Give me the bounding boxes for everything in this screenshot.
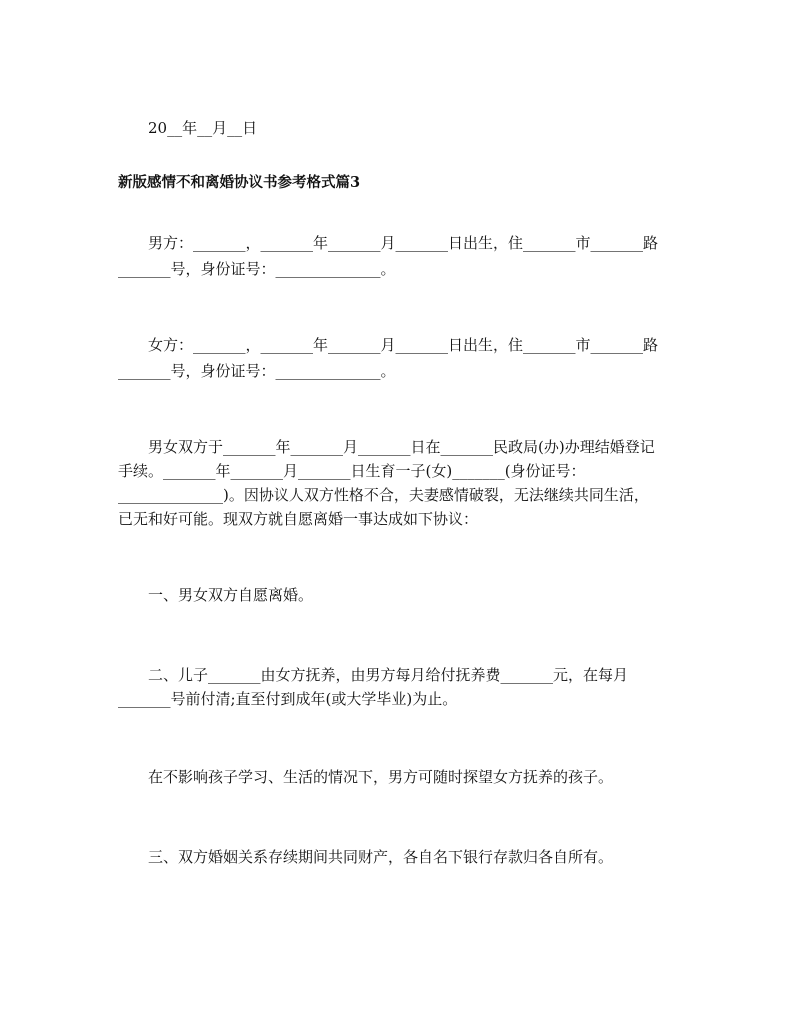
visitation-clause: 在不影响孩子学习、生活的情况下，男方可随时探望女方抚养的孩子。 [148, 768, 614, 786]
marriage-paragraph-line-4: 已无和好可能。现双方就自愿离婚一事达成如下协议： [118, 510, 479, 528]
section-title: 新版感情不和离婚协议书参考格式篇3 [118, 174, 361, 191]
clause-2-line-2: _______号前付清;直至付到成年(或大学毕业)为止。 [118, 690, 458, 708]
man-info-line-2: _______号，身份证号：______________。 [118, 260, 396, 278]
woman-info-line-1: 女方：_______，_______年_______月_______日出生，住_______市_______路 [148, 336, 659, 354]
marriage-paragraph-line-1: 男女双方于_______年_______月_______日在_______民政局(办)办理结婚登记 [148, 438, 655, 456]
woman-info-line-2: _______号，身份证号：______________。 [118, 362, 396, 380]
clause-2-line-1: 二、儿子_______由女方抚养，由男方每月给付抚养费_______元，在每月 [148, 666, 629, 684]
clause-1: 一、男女双方自愿离婚。 [148, 586, 314, 604]
man-info-line-1: 男方：_______，_______年_______月_______日出生，住_______市_______路 [148, 234, 659, 252]
clause-3: 三、双方婚姻关系存续期间共同财产，各自名下银行存款归各自所有。 [148, 848, 614, 866]
marriage-paragraph-line-2: 手续。_______年_______月_______日生育一子(女)_______(身份证号： [118, 462, 586, 480]
date-line: 20__年__月__日 [148, 119, 258, 137]
marriage-paragraph-line-3: ______________)。因协议人双方性格不合，夫妻感情破裂，无法继续共同生活， [118, 486, 649, 504]
